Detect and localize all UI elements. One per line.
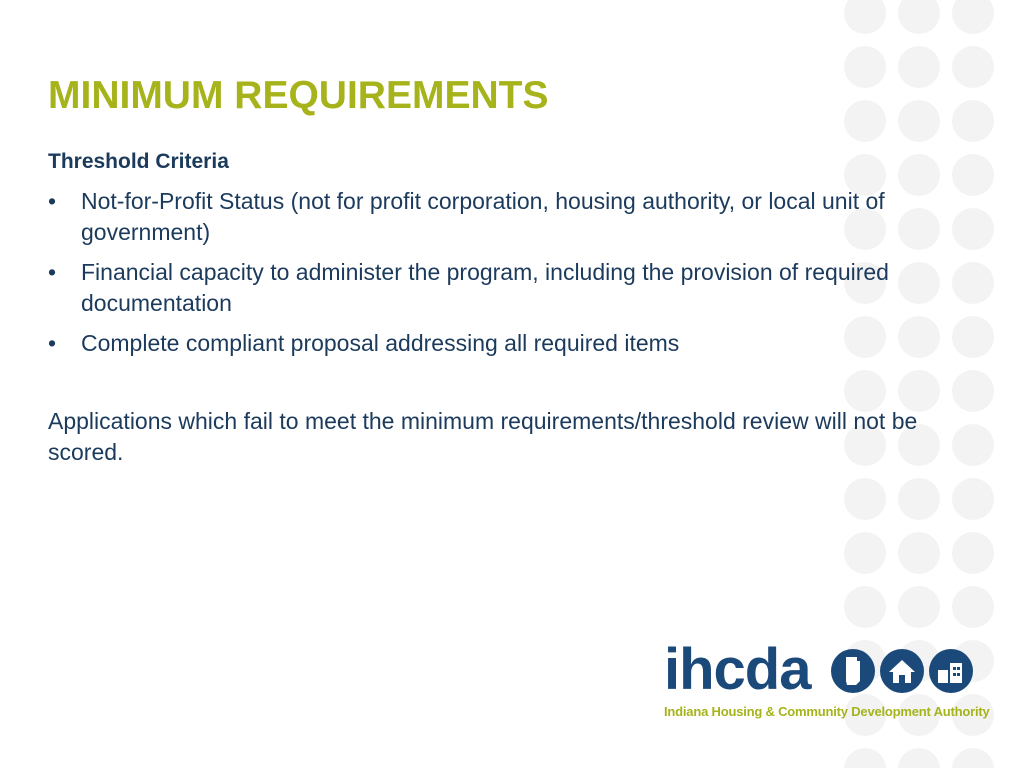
pattern-dot bbox=[844, 46, 886, 88]
pattern-dot bbox=[898, 532, 940, 574]
community-icon bbox=[929, 649, 973, 693]
pattern-dot bbox=[898, 46, 940, 88]
pattern-dot bbox=[952, 154, 994, 196]
pattern-dot bbox=[898, 478, 940, 520]
house-icon bbox=[880, 649, 924, 693]
pattern-dot bbox=[952, 0, 994, 34]
logo-wordmark: ihcda bbox=[664, 637, 811, 702]
bullet-marker: • bbox=[48, 330, 57, 356]
pattern-dot bbox=[952, 208, 994, 250]
pattern-dot bbox=[844, 0, 886, 34]
list-item bbox=[48, 328, 958, 359]
logo-tagline: Indiana Housing & Community Development Authority bbox=[664, 704, 990, 719]
pattern-dot bbox=[844, 586, 886, 628]
pattern-dot bbox=[952, 748, 994, 768]
list-item-text: Complete compliant proposal addressing all required items bbox=[81, 330, 680, 356]
pattern-dot bbox=[952, 262, 994, 304]
pattern-dot bbox=[844, 532, 886, 574]
pattern-dot bbox=[844, 748, 886, 768]
pattern-dot bbox=[952, 100, 994, 142]
pattern-dot bbox=[952, 532, 994, 574]
pattern-dot bbox=[844, 478, 886, 520]
threshold-criteria-heading: Threshold Criteria bbox=[48, 150, 229, 173]
pattern-dot bbox=[952, 316, 994, 358]
pattern-dot bbox=[952, 586, 994, 628]
ihcda-logo bbox=[664, 637, 990, 730]
list-item bbox=[48, 186, 958, 248]
logo-icons bbox=[830, 648, 975, 694]
bullet-marker: • bbox=[48, 259, 57, 285]
pattern-dot bbox=[952, 46, 994, 88]
list-item-text: Not-for-Profit Status (not for profit corporation, housing authority, or local unit of government) bbox=[81, 188, 885, 245]
pattern-dot bbox=[898, 0, 940, 34]
pattern-dot bbox=[844, 100, 886, 142]
pattern-dot bbox=[952, 478, 994, 520]
pattern-dot bbox=[898, 100, 940, 142]
list-item-text: Financial capacity to administer the program, including the provision of required documentation bbox=[81, 259, 889, 316]
pattern-dot bbox=[898, 748, 940, 768]
indiana-state-icon bbox=[831, 649, 875, 693]
scoring-note: Applications which fail to meet the minimum requirements/threshold review will not be scored. bbox=[48, 408, 918, 465]
list-item bbox=[48, 257, 958, 319]
slide-title: MINIMUM REQUIREMENTS bbox=[48, 74, 549, 117]
bullet-marker: • bbox=[48, 188, 57, 214]
criteria-list bbox=[48, 186, 958, 368]
pattern-dot bbox=[898, 586, 940, 628]
